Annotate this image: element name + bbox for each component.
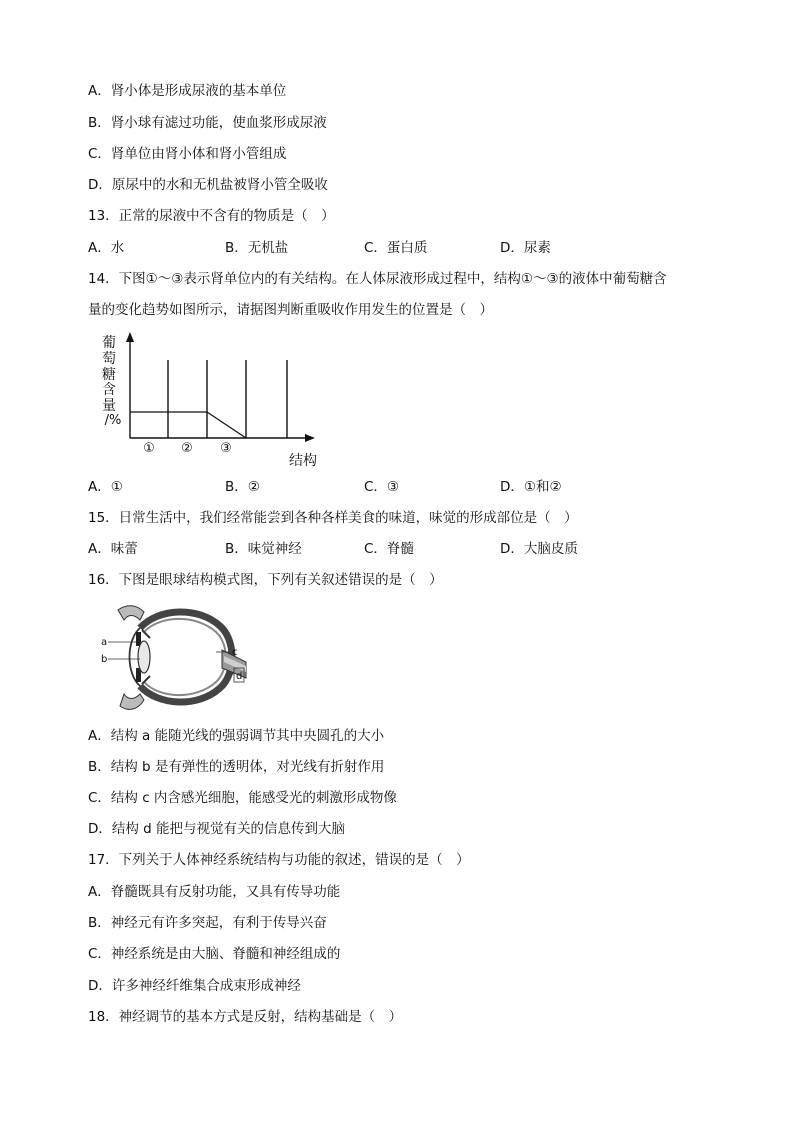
q13-option-d: D．尿素 bbox=[500, 240, 551, 256]
q15-option-a: A．味蕾 bbox=[88, 541, 138, 557]
q17-stem: 17．下列关于人体神经系统结构与功能的叙述，错误的是（ ） bbox=[88, 852, 470, 868]
q14-option-a: A．① bbox=[88, 479, 123, 495]
q16-option-b: B．结构 b 是有弹性的透明体，对光线有折射作用 bbox=[88, 759, 385, 775]
q14-stem-line2: 量的变化趋势如图所示，请据图判断重吸收作用发生的位置是（ ） bbox=[88, 302, 493, 318]
q15-option-c: C．脊髓 bbox=[364, 541, 414, 557]
q13-option-c: C．蛋白质 bbox=[364, 240, 428, 256]
q14-option-c: C．③ bbox=[364, 479, 400, 495]
lower-eyelid bbox=[120, 694, 144, 709]
q16-option-a: A．结构 a 能随光线的强弱调节其中央圆孔的大小 bbox=[88, 728, 385, 744]
label-c: c bbox=[232, 647, 238, 658]
q14-stem-line1: 14．下图①～③表示肾单位内的有关结构。在人体尿液形成过程中，结构①～③的液体中葡萄糖含 bbox=[88, 271, 667, 287]
q15-option-d: D．大脑皮质 bbox=[500, 541, 578, 557]
q12-option-a: A．肾小体是形成尿液的基本单位 bbox=[88, 83, 287, 99]
glucose-trend-line bbox=[130, 412, 246, 438]
category-label-1: ① bbox=[143, 441, 155, 456]
y-label-char: 糖 bbox=[102, 367, 116, 383]
q12-option-b: B．肾小球有滤过功能，使血浆形成尿液 bbox=[88, 115, 327, 131]
eyeball-diagram bbox=[96, 602, 266, 714]
y-axis-arrow bbox=[126, 332, 134, 342]
q17-option-b: B．神经元有许多突起，有利于传导兴奋 bbox=[88, 915, 327, 931]
q13-option-b: B．无机盐 bbox=[225, 240, 289, 256]
label-b: b bbox=[101, 654, 108, 665]
q16-option-d: D．结构 d 能把与视觉有关的信息传到大脑 bbox=[88, 821, 346, 837]
q12-option-d: D．原尿中的水和无机盐被肾小管全吸收 bbox=[88, 177, 328, 193]
retina-layer bbox=[144, 619, 226, 695]
x-axis-label: 结构 bbox=[289, 453, 317, 469]
q14-option-d: D．①和② bbox=[500, 479, 562, 495]
y-label-char: 葡 bbox=[102, 335, 116, 351]
q14-option-b: B．② bbox=[225, 479, 260, 495]
y-label-char: 含 bbox=[102, 382, 116, 398]
glucose-chart bbox=[95, 330, 335, 470]
q16-option-c: C．结构 c 内含感光细胞，能感受光的刺激形成物像 bbox=[88, 790, 397, 806]
q16-stem: 16．下图是眼球结构模式图，下列有关叙述错误的是（ ） bbox=[88, 572, 443, 588]
y-axis-label bbox=[102, 335, 116, 414]
label-d: d bbox=[236, 671, 243, 682]
label-a: a bbox=[101, 637, 108, 648]
q17-option-a: A．脊髓既具有反射功能，又具有传导功能 bbox=[88, 884, 341, 900]
q12-option-c: C．肾单位由肾小体和肾小管组成 bbox=[88, 146, 287, 162]
q15-stem: 15．日常生活中，我们经常能尝到各种各样美食的味道，味觉的形成部位是（ ） bbox=[88, 510, 578, 526]
y-label-char: 萄 bbox=[102, 351, 116, 367]
y-label-char: 量 bbox=[102, 398, 116, 414]
upper-eyelid bbox=[118, 606, 144, 620]
y-axis-unit: /% bbox=[104, 413, 122, 428]
q17-option-c: C．神经系统是由大脑、脊髓和神经组成的 bbox=[88, 946, 341, 962]
category-label-3: ③ bbox=[220, 441, 232, 456]
q18-stem: 18．神经调节的基本方式是反射，结构基础是（ ） bbox=[88, 1009, 403, 1025]
q13-option-a: A．水 bbox=[88, 240, 125, 256]
q13-stem: 13．正常的尿液中不含有的物质是（ ） bbox=[88, 208, 335, 224]
category-label-2: ② bbox=[181, 441, 193, 456]
q17-option-d: D．许多神经纤维集合成束形成神经 bbox=[88, 978, 301, 994]
x-axis-arrow bbox=[305, 434, 315, 442]
q15-option-b: B．味觉神经 bbox=[225, 541, 302, 557]
lens bbox=[138, 641, 150, 673]
